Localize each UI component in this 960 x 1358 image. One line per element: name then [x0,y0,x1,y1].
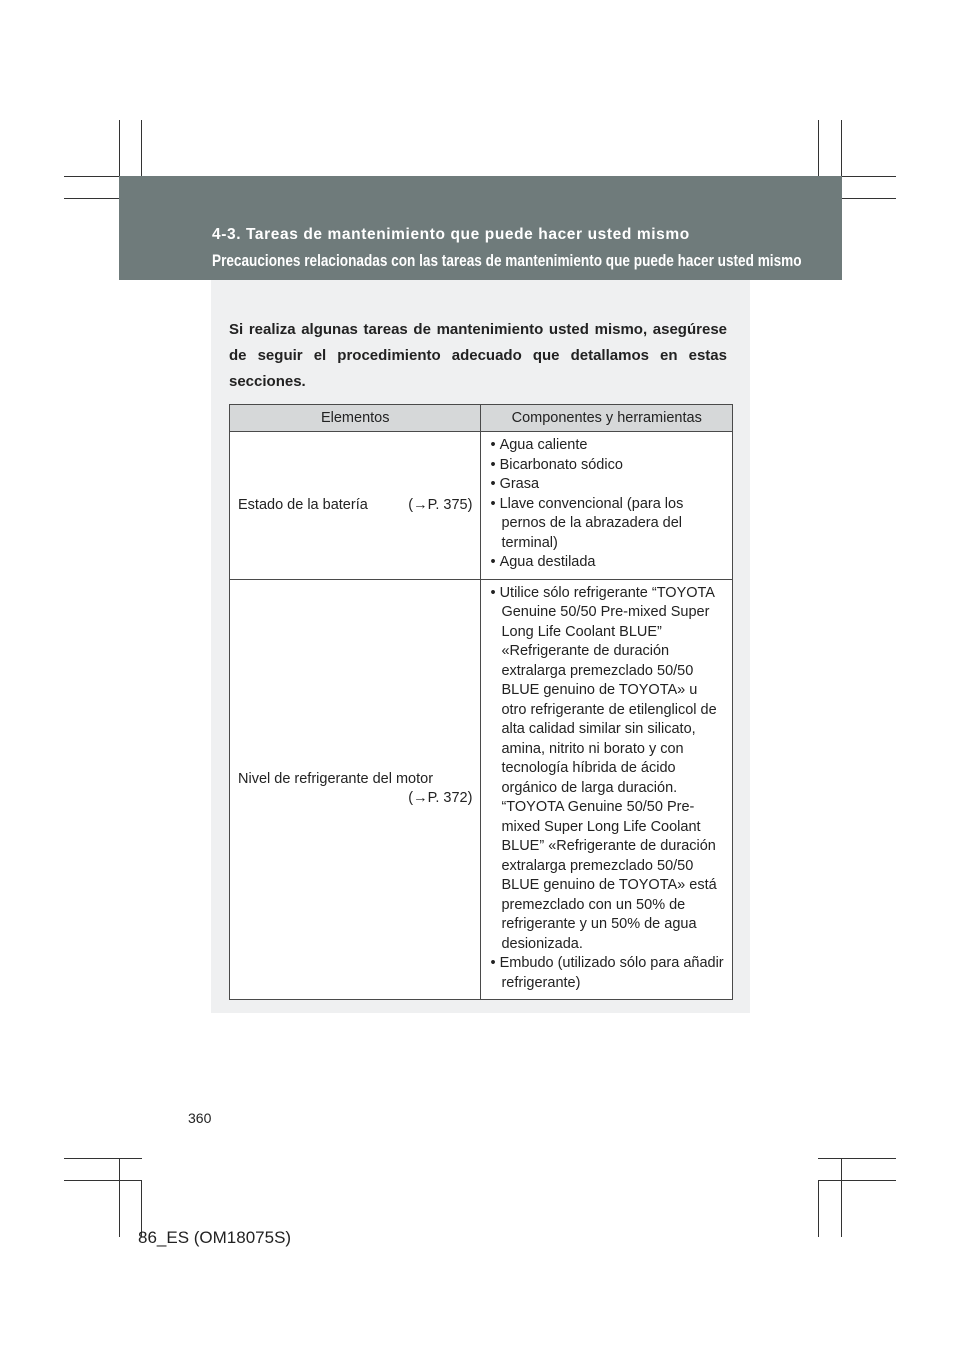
components-list [490,584,726,994]
crop-mark [64,1158,142,1159]
list-item: • Bicarbonato sódico [490,456,726,476]
item-label: Nivel de refrigerante del motor [238,770,434,787]
list-item: • Utilice sólo refrigerante “TOYOTA Genuine 50/50 Pre-mixed Super Long Life Coolant BLUE” «Refrigerante de duración extralarga premezclado 50/50 BLUE genuino de TOYOTA» u otro refrigerante de etilenglicol de alta calidad similar sin silicato, amina, nitrito ni borato y con tecnología híbrida de ácido orgánico de larga duración. “TOYOTA Genuine 50/50 Pre-mixed Super Long Life Coolant BLUE” «Refrigerante de duración extralarga premezclado 50/50 BLUE genuino de TOYOTA» está premezclado con un 50% de refrigerante y un 50% de agua desionizada. [490,584,726,955]
list-item: • Agua destilada [490,553,726,573]
maintenance-table [229,404,733,1000]
document-code: 86_ES (OM18075S) [138,1228,292,1247]
column-header-components: Componentes y herramientas [481,405,733,432]
column-header-items: Elementos [230,405,481,432]
table-row [230,432,733,580]
crop-mark [818,1180,896,1181]
page-number: 360 [188,1110,212,1126]
section-heading: 4-3. Tareas de mantenimiento que puede hacer usted mismo [212,226,690,243]
intro-paragraph: Si realiza algunas tareas de mantenimiento usted mismo, asegúrese de seguir el procedimiento adecuado que detallamos en estas secciones. [229,321,727,390]
crop-mark [64,1180,142,1181]
page-title: Precauciones relacionadas con las tareas de mantenimiento que puede hacer usted mismo [212,251,802,270]
item-label: Estado de la batería [238,496,368,513]
chapter-header [119,176,842,280]
components-cell [481,579,733,1000]
crop-mark [818,1180,819,1237]
components-list [490,436,726,573]
list-item: • Grasa [490,475,726,495]
table-row [230,579,733,1000]
list-item: • Embudo (utilizado sólo para añadir refrigerante) [490,954,726,993]
table-header-row [230,405,733,432]
page-reference: (→P. 375) [408,496,473,513]
components-cell [481,432,733,580]
crop-mark [119,1158,120,1237]
page-reference: (→P. 372) [408,790,473,807]
item-cell [230,432,481,580]
content-panel [211,280,750,1013]
item-cell [230,579,481,1000]
list-item: • Agua caliente [490,436,726,456]
crop-mark [818,1158,896,1159]
list-item: • Llave convencional (para los pernos de la abrazadera del terminal) [490,495,726,554]
crop-mark [841,1158,842,1237]
